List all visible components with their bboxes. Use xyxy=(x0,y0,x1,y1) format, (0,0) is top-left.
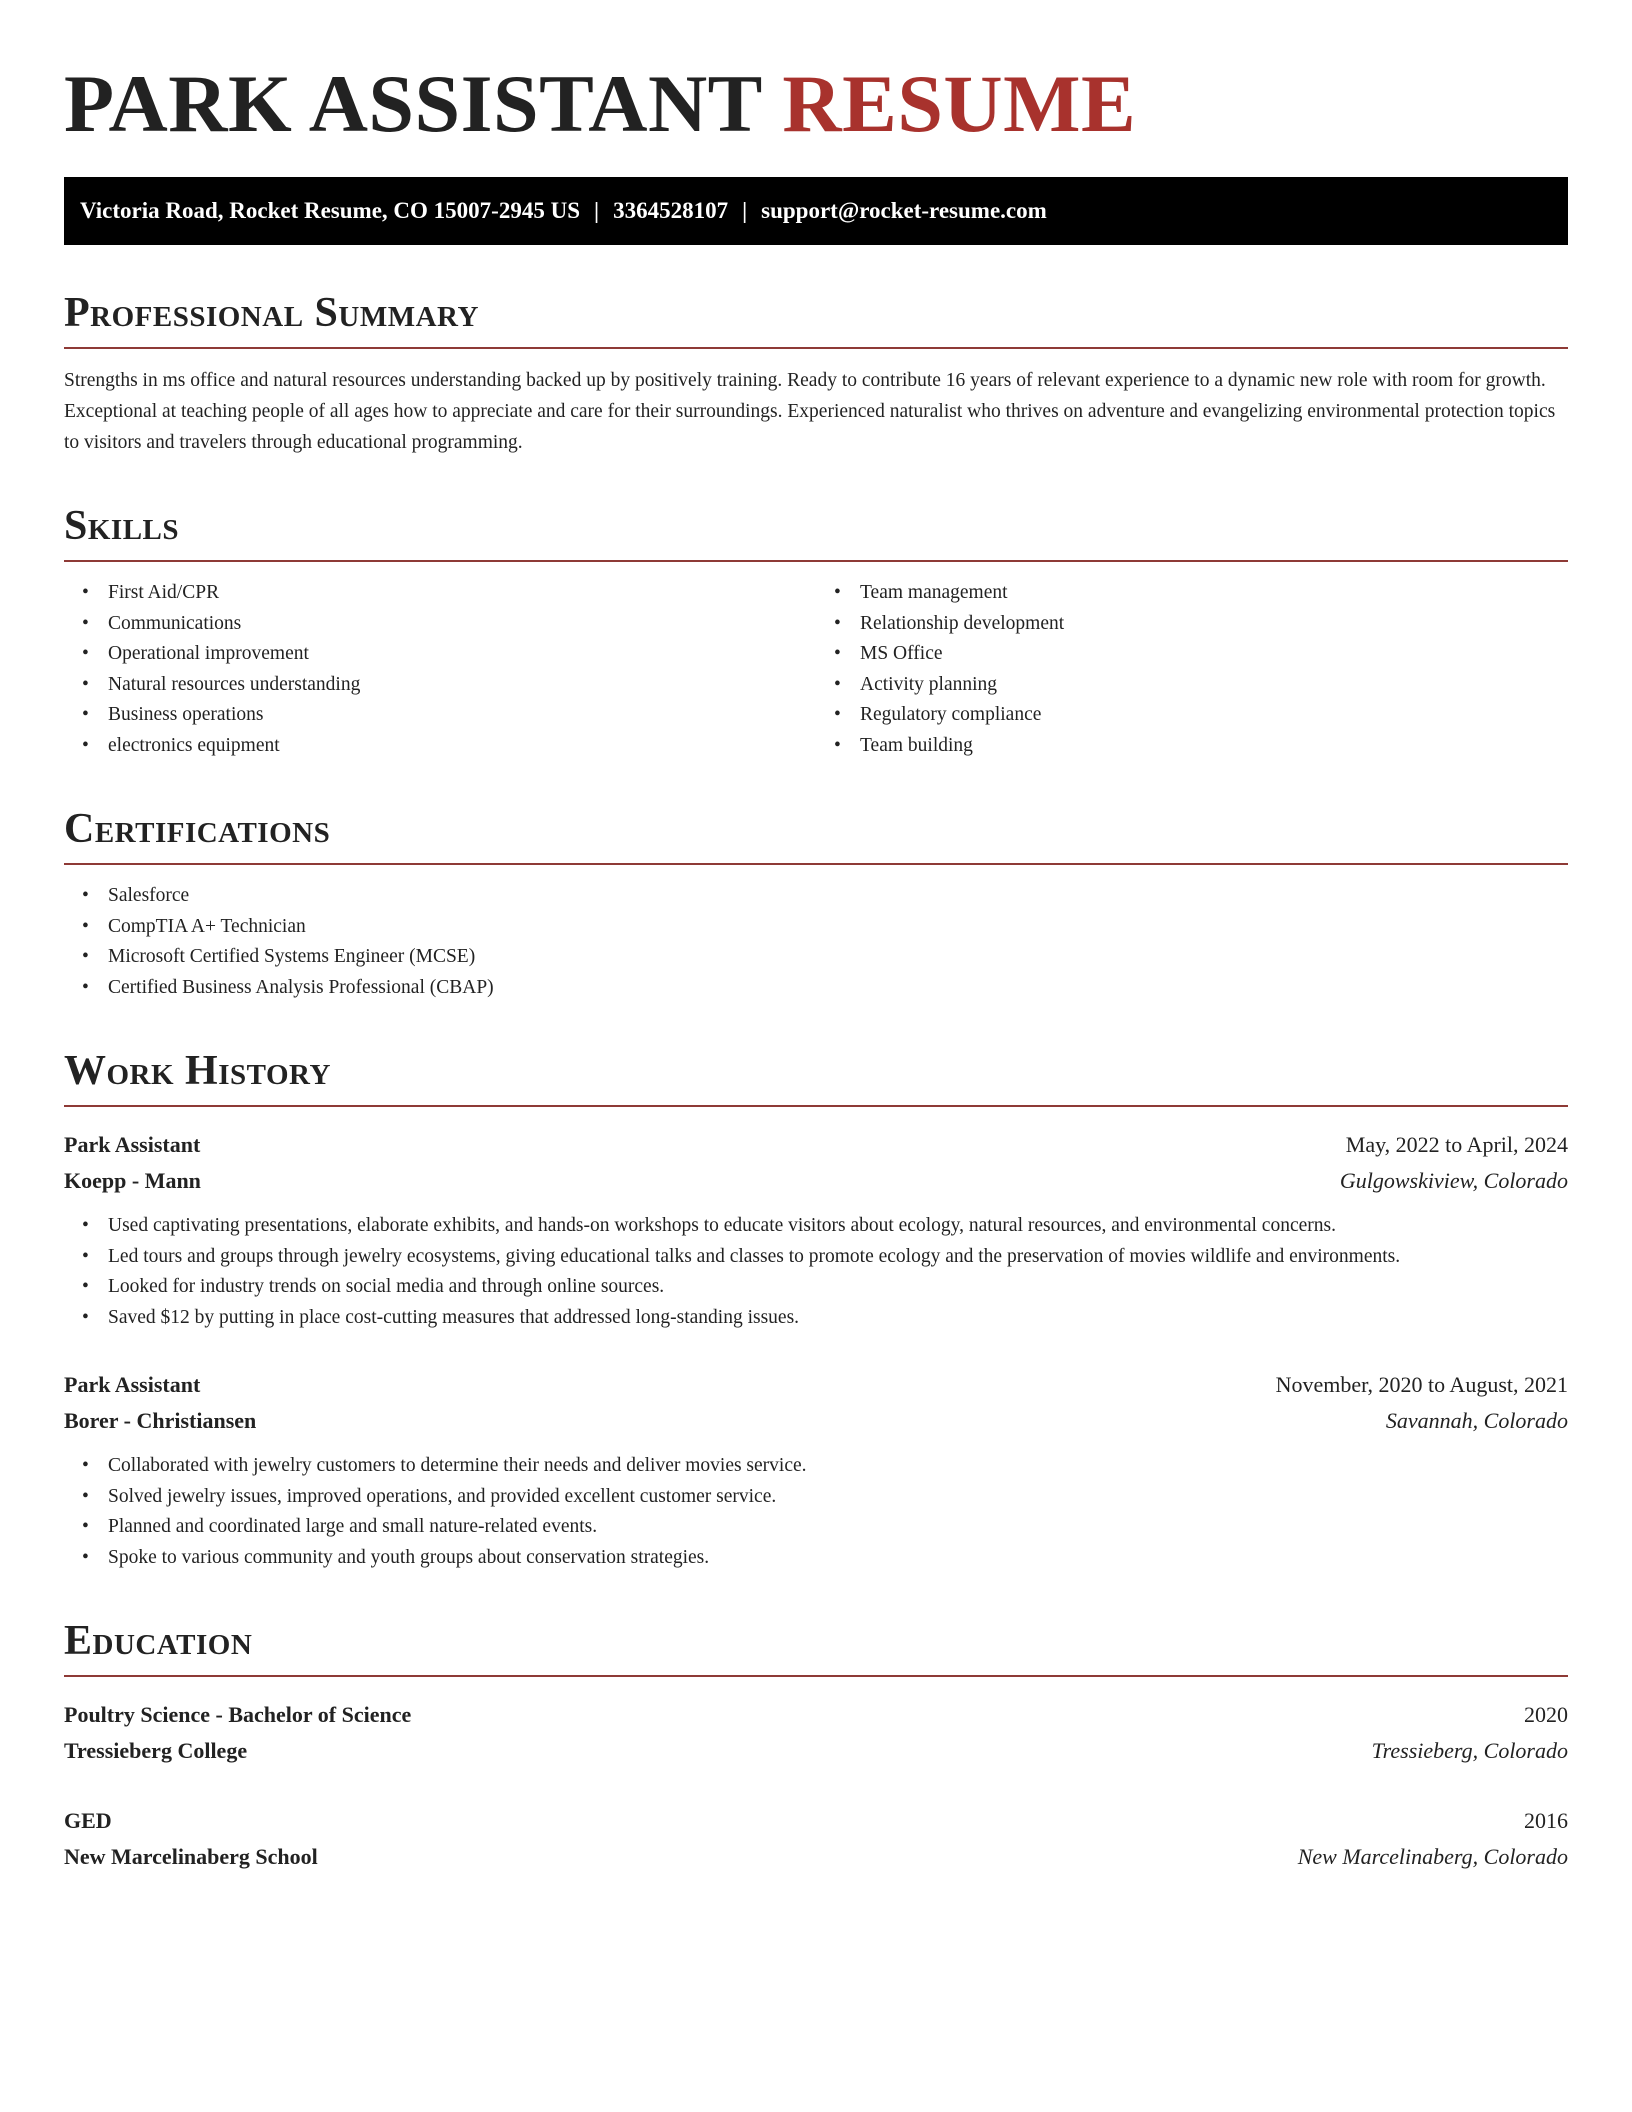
job-entry xyxy=(64,1367,1568,1573)
contact-separator: | xyxy=(593,198,600,223)
work-history-section xyxy=(64,1047,1568,1573)
skill-item: • Business operations xyxy=(64,700,816,731)
certification-item: • Microsoft Certified Systems Engineer (MCSE) xyxy=(64,942,1568,973)
education-entry xyxy=(64,1697,1568,1769)
certifications-section xyxy=(64,805,1568,1003)
job-duty-item: • Led tours and groups through jewelry ecosystems, giving educational talks and classes to promote ecology and the preservation of movies wildlife and environments. xyxy=(64,1242,1568,1273)
job-duty-item: • Spoke to various community and youth groups about conservation strategies. xyxy=(64,1543,1568,1574)
job-company-row xyxy=(64,1163,1568,1199)
job-duties-list xyxy=(64,1451,1568,1573)
job-title: Park Assistant xyxy=(64,1132,201,1157)
job-duty-item: • Saved $12 by putting in place cost-cutting measures that addressed long-standing issues. xyxy=(64,1303,1568,1334)
education-school: New Marcelinaberg School xyxy=(64,1844,318,1869)
job-header-row xyxy=(64,1367,1568,1403)
certification-item: • Salesforce xyxy=(64,881,1568,912)
section-heading-work-history: Work History xyxy=(64,1047,1568,1107)
skill-item: • Communications xyxy=(64,609,816,640)
certification-item: • CompTIA A+ Technician xyxy=(64,912,1568,943)
education-degree: Poultry Science - Bachelor of Science xyxy=(64,1702,412,1727)
education-degree: GED xyxy=(64,1808,112,1833)
education-header-row xyxy=(64,1697,1568,1733)
skill-item: • electronics equipment xyxy=(64,731,816,762)
education-entry xyxy=(64,1803,1568,1875)
education-year: 2016 xyxy=(1524,1808,1568,1833)
education-location: New Marcelinaberg, Colorado xyxy=(1297,1844,1568,1869)
job-dates: November, 2020 to August, 2021 xyxy=(1275,1372,1568,1397)
contact-separator: | xyxy=(742,198,748,223)
section-heading-certifications: Certifications xyxy=(64,805,1568,865)
job-duty-item: • Used captivating presentations, elaborate exhibits, and hands-on workshops to educate visitors about ecology, natural resources, and environmental concerns. xyxy=(64,1211,1568,1242)
job-duty-item: • Solved jewelry issues, improved operations, and provided excellent customer service. xyxy=(64,1482,1568,1513)
summary-section xyxy=(64,289,1568,458)
education-school-row xyxy=(64,1839,1568,1875)
summary-text: Strengths in ms office and natural resources understanding backed up by positively training. Ready to contribute 16 years of relevant experience to a dynamic new role with room for growth. Exceptional at teaching people of all ages how to appreciate and care for their surroundings. Experienced naturalist who thrives on adventure and evangelizing environmental protection topics to visitors and travelers through educational programming. xyxy=(64,370,1556,453)
job-entry xyxy=(64,1127,1568,1333)
job-company: Borer - Christiansen xyxy=(64,1408,257,1433)
job-company: Koepp - Mann xyxy=(64,1168,201,1193)
education-year: 2020 xyxy=(1524,1702,1568,1727)
contact-phone: 3364528107 xyxy=(613,198,729,223)
education-header-row xyxy=(64,1803,1568,1839)
contact-address: Victoria Road, Rocket Resume, CO 15007-2945 US xyxy=(80,198,580,223)
skill-item: • MS Office xyxy=(816,639,1568,670)
job-duties-list xyxy=(64,1211,1568,1333)
skill-item: • Activity planning xyxy=(816,670,1568,701)
job-header-row xyxy=(64,1127,1568,1163)
job-location: Savannah, Colorado xyxy=(1385,1408,1568,1433)
title-accent: RESUME xyxy=(782,58,1137,149)
job-company-row xyxy=(64,1403,1568,1439)
skill-item: • Operational improvement xyxy=(64,639,816,670)
skills-list-right xyxy=(816,578,1568,761)
skills-section xyxy=(64,502,1568,761)
certification-item: • Certified Business Analysis Professional (CBAP) xyxy=(64,973,1568,1004)
job-duty-item: • Looked for industry trends on social media and through online sources. xyxy=(64,1272,1568,1303)
job-duty-item: • Planned and coordinated large and small nature-related events. xyxy=(64,1512,1568,1543)
contact-bar xyxy=(64,177,1568,245)
certifications-list xyxy=(64,881,1568,1003)
education-section xyxy=(64,1617,1568,1875)
contact-email: support@rocket-resume.com xyxy=(761,198,1047,223)
skills-columns xyxy=(64,562,1568,761)
skill-item: • Team management xyxy=(816,578,1568,609)
job-location: Gulgowskiview, Colorado xyxy=(1339,1168,1568,1193)
section-heading-summary: Professional Summary xyxy=(64,289,1568,349)
job-dates: May, 2022 to April, 2024 xyxy=(1345,1132,1568,1157)
section-heading-skills: Skills xyxy=(64,502,1568,562)
education-school-row xyxy=(64,1733,1568,1769)
title-main: PARK ASSISTANT xyxy=(64,58,762,149)
skill-item: • Regulatory compliance xyxy=(816,700,1568,731)
skill-item: • Team building xyxy=(816,731,1568,762)
job-title: Park Assistant xyxy=(64,1372,201,1397)
skill-item: • First Aid/CPR xyxy=(64,578,816,609)
section-heading-education: Education xyxy=(64,1617,1568,1677)
education-school: Tressieberg College xyxy=(64,1738,248,1763)
resume-title xyxy=(64,0,1568,152)
skill-item: • Relationship development xyxy=(816,609,1568,640)
skill-item: • Natural resources understanding xyxy=(64,670,816,701)
education-location: Tressieberg, Colorado xyxy=(1371,1738,1568,1763)
job-duty-item: • Collaborated with jewelry customers to determine their needs and deliver movies service. xyxy=(64,1451,1568,1482)
skills-list-left xyxy=(64,578,816,761)
